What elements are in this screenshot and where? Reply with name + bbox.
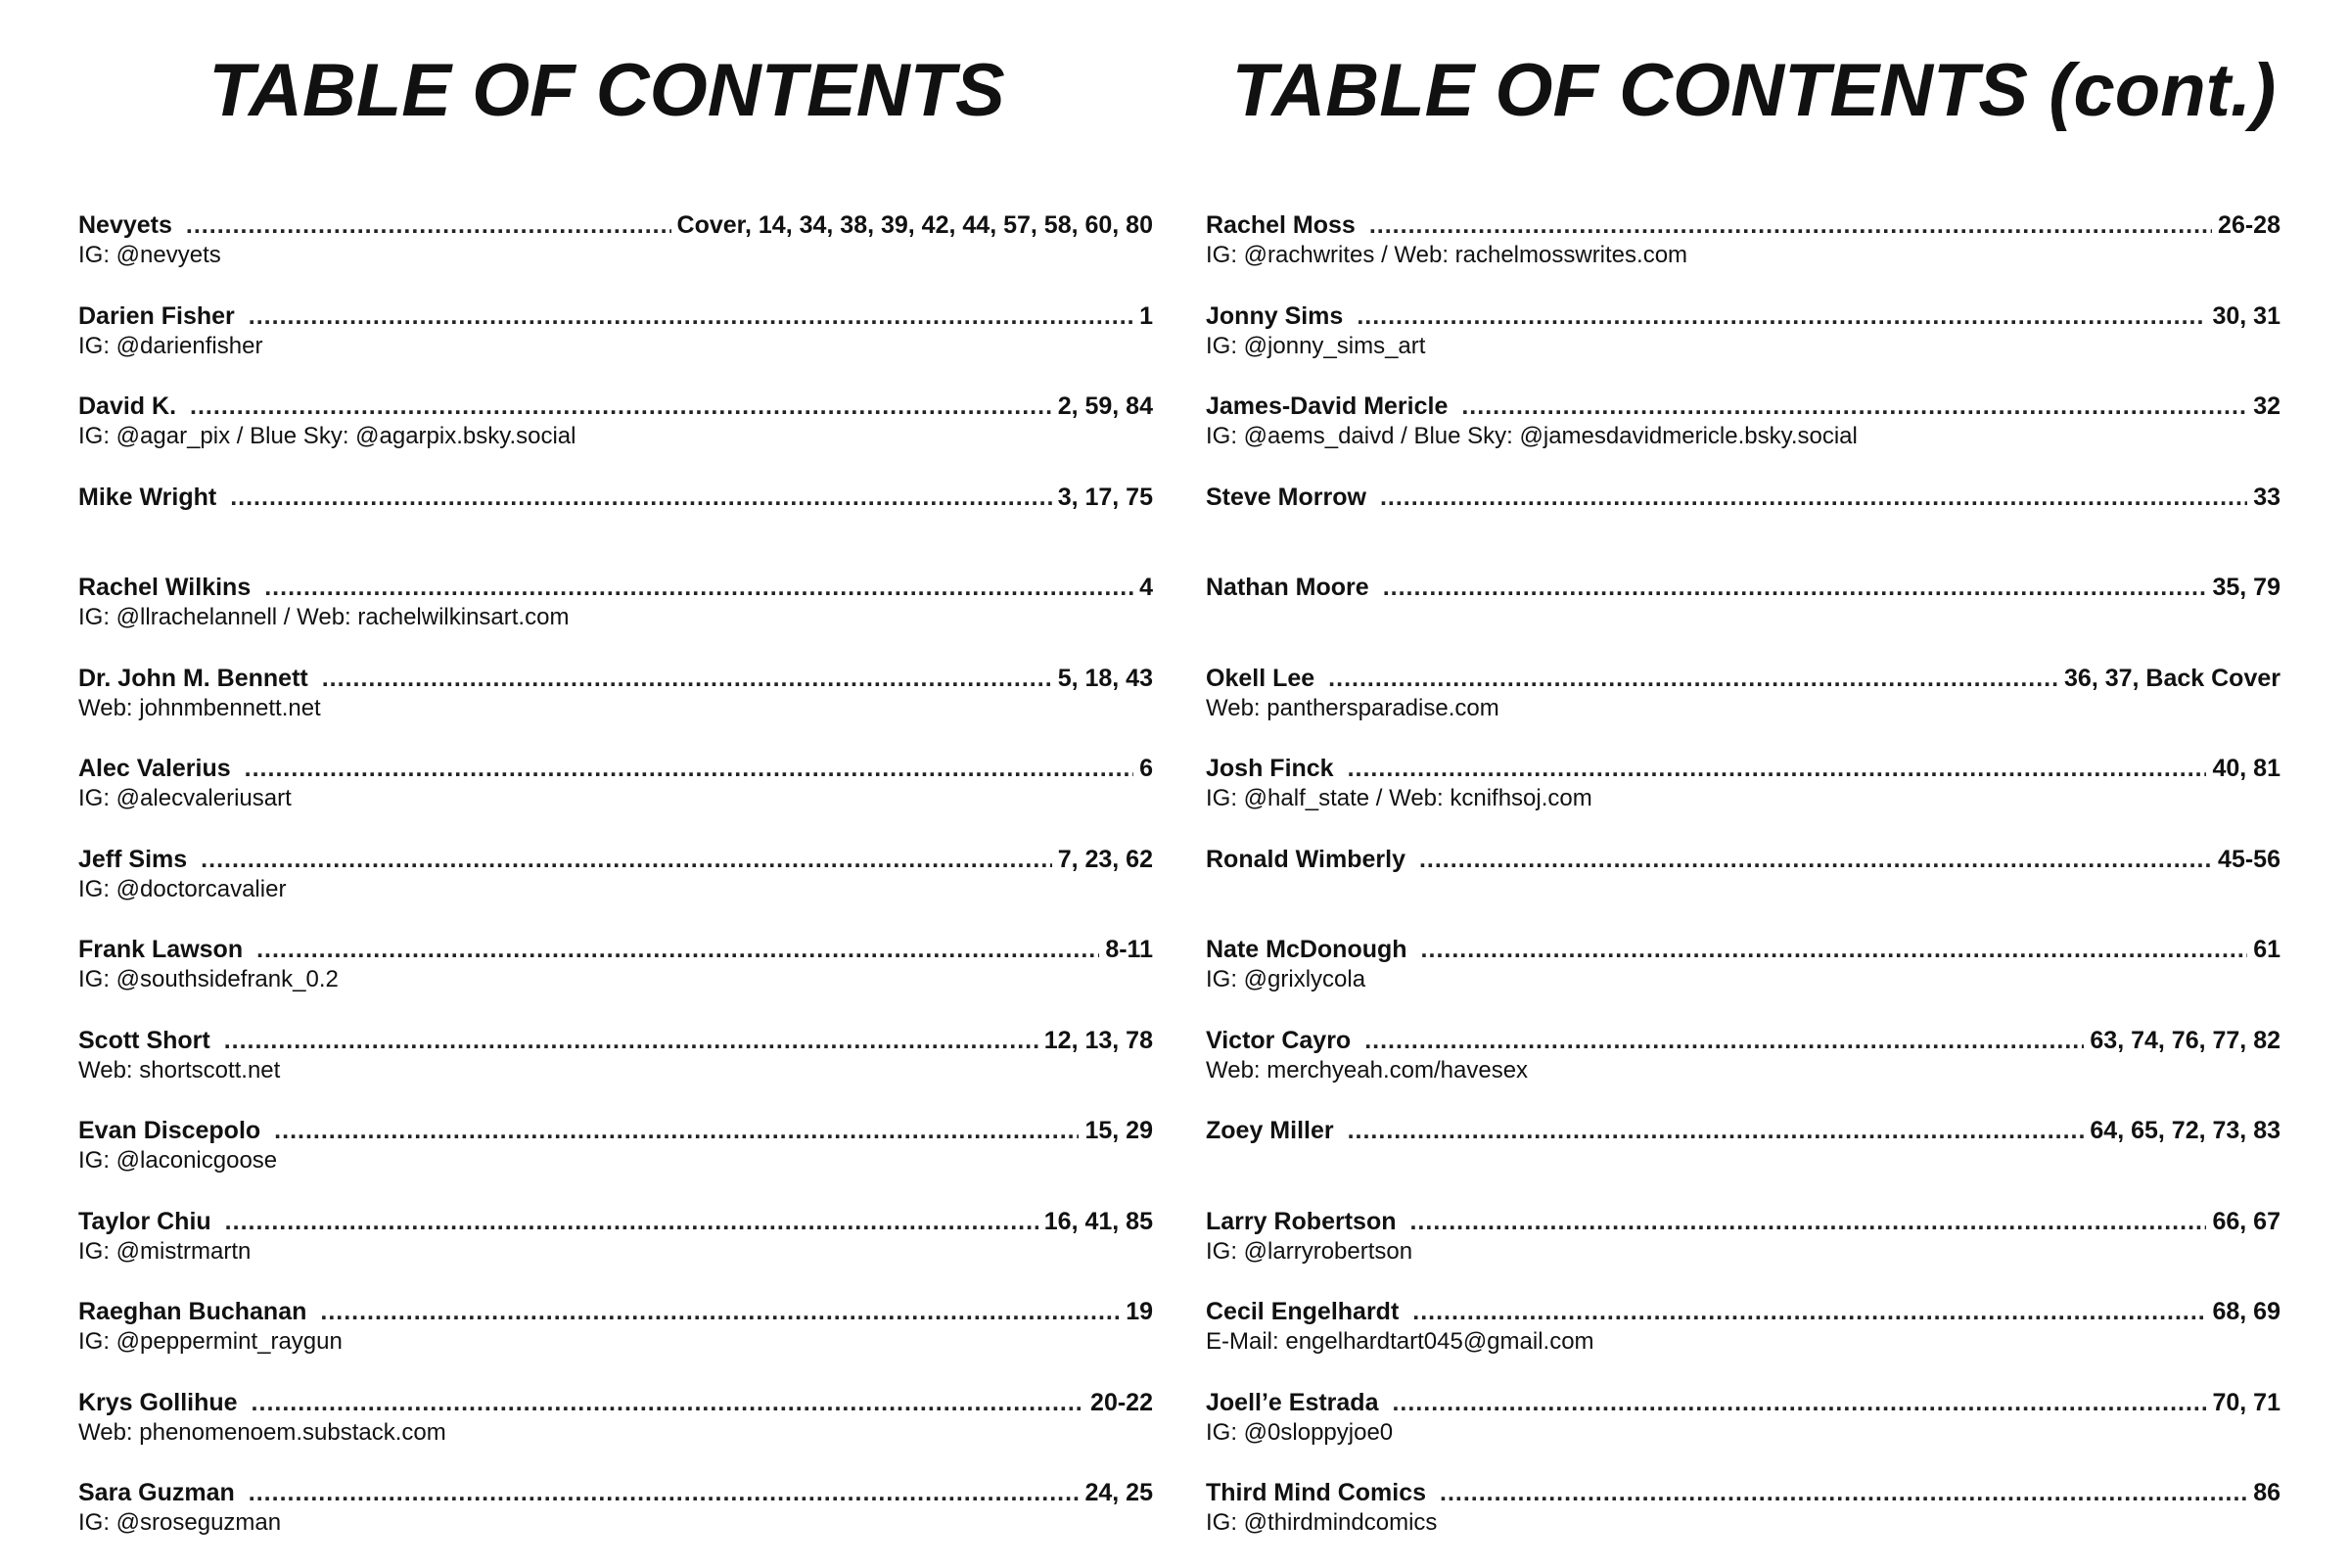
- contents-entry: [1206, 209, 2280, 300]
- contents-entry: [1206, 482, 2280, 573]
- contributor-name: Joell’e Estrada: [1206, 1388, 1379, 1416]
- contributor-name: Raeghan Buchanan: [78, 1298, 307, 1325]
- page-numbers: 40, 81: [2212, 755, 2280, 782]
- dot-leader: [249, 300, 1133, 332]
- dot-leader: [1369, 209, 2212, 241]
- contributor-handle: IG: @larryrobertson: [1206, 1237, 1413, 1265]
- contents-entry: [78, 1387, 1153, 1478]
- contents-entry: [1206, 663, 2280, 754]
- contributor-name: Mike Wright: [78, 483, 217, 511]
- page-numbers: 5, 18, 43: [1057, 664, 1153, 692]
- dot-leader: [252, 1387, 1085, 1418]
- contents-entry: [78, 1296, 1153, 1387]
- dot-leader: [322, 663, 1052, 694]
- dot-leader: [264, 572, 1133, 603]
- contributor-name: Rachel Moss: [1206, 211, 1356, 239]
- contributor-handle: Web: panthersparadise.com: [1206, 694, 1499, 721]
- page-numbers: 4: [1139, 574, 1153, 601]
- contributor-name: Sara Guzman: [78, 1479, 235, 1506]
- page-numbers: 7, 23, 62: [1057, 845, 1153, 873]
- contents-entry: [78, 934, 1153, 1025]
- contributor-name: Rachel Wilkins: [78, 574, 252, 601]
- page-numbers: 16, 41, 85: [1043, 1207, 1153, 1235]
- contributor-name: Victor Cayro: [1206, 1026, 1352, 1054]
- contributor-name: Krys Gollihue: [78, 1388, 238, 1416]
- page-numbers: 61: [2253, 936, 2280, 963]
- contributor-name: Jonny Sims: [1206, 301, 1344, 330]
- dot-leader: [256, 934, 1099, 965]
- contents-list: [1206, 209, 2280, 1568]
- contributor-name: Nevyets: [78, 211, 172, 239]
- contents-entry: [1206, 1387, 2280, 1478]
- page-numbers: 30, 31: [2212, 301, 2280, 330]
- contents-entry: [78, 1025, 1153, 1116]
- page-title: TABLE OF CONTENTS (cont.): [1231, 49, 2277, 132]
- contributor-handle: Web: johnmbennett.net: [78, 694, 321, 721]
- contributor-name: Dr. John M. Bennett: [78, 664, 308, 692]
- dot-leader: [224, 1025, 1038, 1056]
- contributor-name: Zoey Miller: [1206, 1117, 1334, 1144]
- contents-entry: [1206, 572, 2280, 663]
- contents-entry: [78, 1206, 1153, 1297]
- contents-entry: [1206, 300, 2280, 392]
- contributor-name: Evan Discepolo: [78, 1117, 261, 1144]
- contributor-name: Larry Robertson: [1206, 1207, 1397, 1235]
- page-numbers: 86: [2253, 1479, 2280, 1506]
- contents-entry: [78, 844, 1153, 935]
- contents-entry: [78, 482, 1153, 573]
- contributor-handle: IG: @peppermint_raygun: [78, 1328, 343, 1355]
- page-numbers: 8-11: [1105, 936, 1153, 963]
- dot-leader: [1440, 1477, 2247, 1508]
- contributor-handle: IG: @llrachelannell / Web: rachelwilkinsart.com: [78, 604, 570, 630]
- page-numbers: 63, 74, 76, 77, 82: [2090, 1026, 2280, 1054]
- contents-entry: [1206, 1296, 2280, 1387]
- dot-leader: [274, 1115, 1079, 1146]
- dot-leader: [1419, 844, 2212, 875]
- contributor-name: Cecil Engelhardt: [1206, 1298, 1400, 1325]
- dot-leader: [1421, 934, 2248, 965]
- contributor-handle: IG: @mistrmartn: [78, 1237, 252, 1265]
- right-page: [1206, 0, 2302, 1543]
- dot-leader: [1380, 482, 2247, 513]
- contents-entry: [1206, 844, 2280, 935]
- page-numbers: 15, 29: [1084, 1117, 1153, 1144]
- contributor-name: James-David Mericle: [1206, 392, 1449, 420]
- page-numbers: 20-22: [1090, 1388, 1153, 1416]
- page-numbers: 19: [1126, 1298, 1153, 1325]
- contributor-handle: E-Mail: engelhardtart045@gmail.com: [1206, 1328, 1594, 1355]
- contents-entry: [78, 209, 1153, 300]
- dot-leader: [1348, 753, 2207, 784]
- page-numbers: 2, 59, 84: [1057, 392, 1153, 420]
- page-numbers: 66, 67: [2212, 1207, 2280, 1235]
- contents-entry: [1206, 1477, 2280, 1568]
- page-numbers: 32: [2253, 392, 2280, 420]
- dot-leader: [1357, 300, 2206, 332]
- contents-entry: [1206, 934, 2280, 1025]
- contents-entry: [78, 663, 1153, 754]
- page-numbers: 12, 13, 78: [1043, 1026, 1153, 1054]
- page-title: TABLE OF CONTENTS: [208, 49, 1005, 132]
- contributor-name: Josh Finck: [1206, 755, 1334, 782]
- dot-leader: [1392, 1387, 2206, 1418]
- left-page: [78, 0, 1174, 1543]
- contributor-handle: Web: shortscott.net: [78, 1056, 281, 1084]
- contributor-handle: IG: @agar_pix / Blue Sky: @agarpix.bsky.social: [78, 423, 576, 449]
- page-numbers: 64, 65, 72, 73, 83: [2090, 1117, 2280, 1144]
- contributor-name: Frank Lawson: [78, 936, 244, 963]
- contributor-handle: IG: @nevyets: [78, 242, 221, 268]
- contents-entry: [1206, 753, 2280, 844]
- dot-leader: [225, 1206, 1038, 1237]
- page-numbers: 68, 69: [2212, 1298, 2280, 1325]
- contributor-handle: IG: @grixlycola: [1206, 966, 1366, 992]
- contents-entry: [78, 1115, 1153, 1206]
- contributor-name: Jeff Sims: [78, 845, 188, 873]
- page-numbers: Cover, 14, 34, 38, 39, 42, 44, 57, 58, 60, 80: [676, 211, 1153, 239]
- dot-leader: [245, 753, 1133, 784]
- dot-leader: [1409, 1206, 2206, 1237]
- contributor-handle: IG: @laconicgoose: [78, 1147, 278, 1174]
- contributor-name: Ronald Wimberly: [1206, 845, 1405, 873]
- dot-leader: [1383, 572, 2207, 603]
- dot-leader: [186, 209, 671, 241]
- contents-entry: [78, 753, 1153, 844]
- contents-entry: [1206, 1115, 2280, 1206]
- contributor-name: Darien Fisher: [78, 301, 235, 330]
- page-numbers: 26-28: [2218, 211, 2280, 239]
- contributor-handle: IG: @aems_daivd / Blue Sky: @jamesdavidmericle.bsky.social: [1206, 423, 1858, 449]
- contributor-handle: IG: @doctorcavalier: [78, 875, 287, 902]
- contributor-name: Scott Short: [78, 1026, 210, 1054]
- dot-leader: [249, 1477, 1080, 1508]
- dot-leader: [201, 844, 1052, 875]
- contents-entry: [1206, 1206, 2280, 1297]
- contributor-name: Okell Lee: [1206, 664, 1315, 692]
- contributor-handle: IG: @sroseguzman: [78, 1509, 282, 1536]
- page-numbers: 45-56: [2218, 845, 2280, 873]
- contributor-name: Taylor Chiu: [78, 1207, 211, 1235]
- dot-leader: [1348, 1115, 2085, 1146]
- page-numbers: 33: [2253, 483, 2280, 511]
- page-numbers: 36, 37, Back Cover: [2064, 664, 2280, 692]
- dot-leader: [230, 482, 1051, 513]
- dot-leader: [1328, 663, 2058, 694]
- page-numbers: 6: [1139, 755, 1153, 782]
- contributor-handle: Web: phenomenoem.substack.com: [78, 1418, 446, 1446]
- page-numbers: 1: [1139, 301, 1153, 330]
- contents-entry: [78, 300, 1153, 392]
- dot-leader: [1461, 391, 2247, 422]
- contributor-name: David K.: [78, 392, 177, 420]
- contributor-handle: IG: @half_state / Web: kcnifhsoj.com: [1206, 785, 1592, 811]
- contributor-handle: Web: merchyeah.com/havesex: [1206, 1056, 1529, 1084]
- contributor-handle: IG: @jonny_sims_art: [1206, 332, 1426, 359]
- contributor-handle: IG: @darienfisher: [78, 332, 263, 359]
- contents-entry: [78, 572, 1153, 663]
- contributor-name: Alec Valerius: [78, 755, 231, 782]
- page-numbers: 35, 79: [2212, 574, 2280, 601]
- contents-entry: [1206, 391, 2280, 482]
- contributor-handle: IG: @0sloppyjoe0: [1206, 1418, 1394, 1446]
- page-numbers: 70, 71: [2212, 1388, 2280, 1416]
- dot-leader: [320, 1296, 1120, 1327]
- contents-list: [78, 209, 1153, 1568]
- contents-entry: [78, 391, 1153, 482]
- contents-entry: [78, 1477, 1153, 1568]
- dot-leader: [190, 391, 1052, 422]
- contributor-handle: IG: @alecvaleriusart: [78, 785, 292, 811]
- dot-leader: [1364, 1025, 2084, 1056]
- contributor-name: Nathan Moore: [1206, 574, 1369, 601]
- contributor-handle: IG: @southsidefrank_0.2: [78, 966, 339, 992]
- dot-leader: [1412, 1296, 2206, 1327]
- contents-entry: [1206, 1025, 2280, 1116]
- contributor-handle: IG: @thirdmindcomics: [1206, 1509, 1438, 1536]
- contributor-name: Third Mind Comics: [1206, 1479, 1426, 1506]
- page-numbers: 24, 25: [1084, 1479, 1153, 1506]
- contributor-name: Nate McDonough: [1206, 936, 1407, 963]
- contributor-handle: IG: @rachwrites / Web: rachelmosswrites.com: [1206, 242, 1688, 268]
- contributor-name: Steve Morrow: [1206, 483, 1366, 511]
- page-numbers: 3, 17, 75: [1057, 483, 1153, 511]
